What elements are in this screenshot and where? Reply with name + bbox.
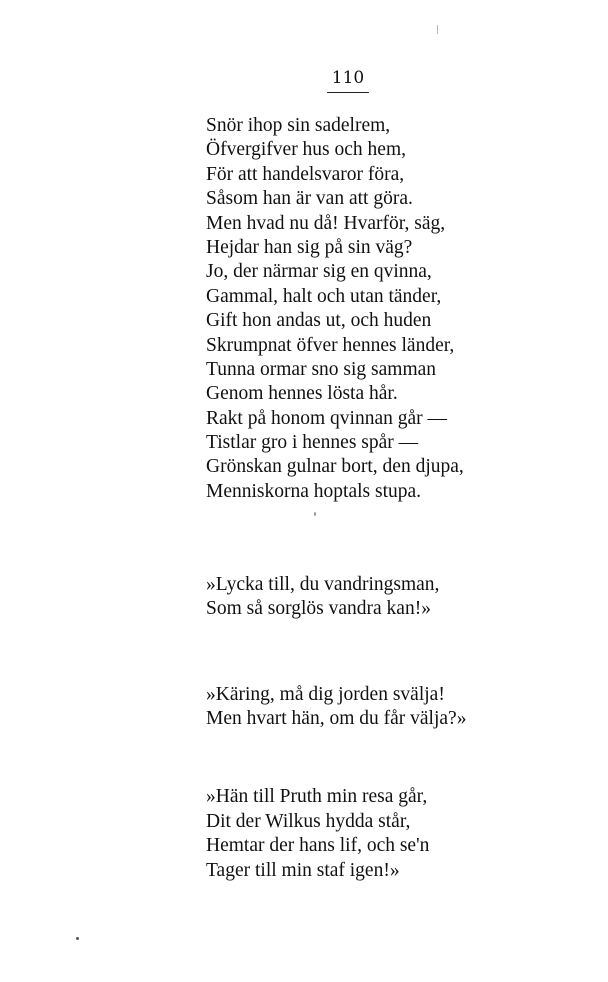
paper-speck (314, 512, 316, 516)
poem-line: »Hän till Pruth min resa går, (206, 786, 428, 807)
poem-line: Hemtar der hans lif, och se'n (206, 835, 430, 856)
poem-stanza-3 (206, 683, 466, 731)
page-number-underline (327, 92, 369, 93)
poem-line: Hejdar han sig på sin väg? (206, 236, 413, 258)
poem-line: Gammal, halt och utan tänder, (206, 285, 442, 307)
poem-line: Tistlar gro i hennes spår — (206, 432, 419, 454)
poem-line: Grönskan gulnar bort, den djupa, (206, 456, 464, 478)
poem-line: Öfvergifver hus och hem, (206, 139, 406, 161)
poem-line: Såsom han är van att göra. (206, 188, 413, 210)
poem-line: »Käring, må dig jorden svälja! (206, 684, 445, 705)
poem-stanza-2 (206, 573, 439, 621)
poem-line: »Lycka till, du vandringsman, (206, 574, 440, 595)
poem-line: Snör ihop sin sadelrem, (206, 115, 391, 136)
poem-line: För att handelsvaror föra, (206, 163, 405, 185)
poem-line: Genom hennes lösta hår. (206, 383, 398, 405)
paper-speck (437, 25, 438, 34)
poem-line: Tager till min staf igen!» (206, 859, 400, 881)
poem-line: Jo, der närmar sig en qvinna, (206, 261, 432, 283)
page-number: 110 (331, 68, 365, 88)
poem-line: Menniskorna hoptals stupa. (206, 480, 422, 502)
poem-line: Som så sorglös vandra kan!» (206, 598, 431, 619)
poem-line: Gift hon andas ut, och huden (206, 310, 432, 332)
poem-line: Rakt på honom qvinnan går — (206, 407, 447, 429)
poem-line: Men hvad nu då! Hvarför, säg, (206, 212, 446, 234)
poem-line: Dit der Wilkus hydda står, (206, 810, 411, 832)
poem-line: Tunna ormar sno sig samman (206, 358, 437, 380)
poem-stanza-1 (206, 114, 464, 504)
poem-line: Skrumpnat öfver hennes länder, (206, 334, 455, 356)
poem-line: Men hvart hän, om du får välja?» (206, 708, 467, 729)
poem-stanza-4 (206, 785, 429, 883)
paper-speck (76, 937, 79, 940)
